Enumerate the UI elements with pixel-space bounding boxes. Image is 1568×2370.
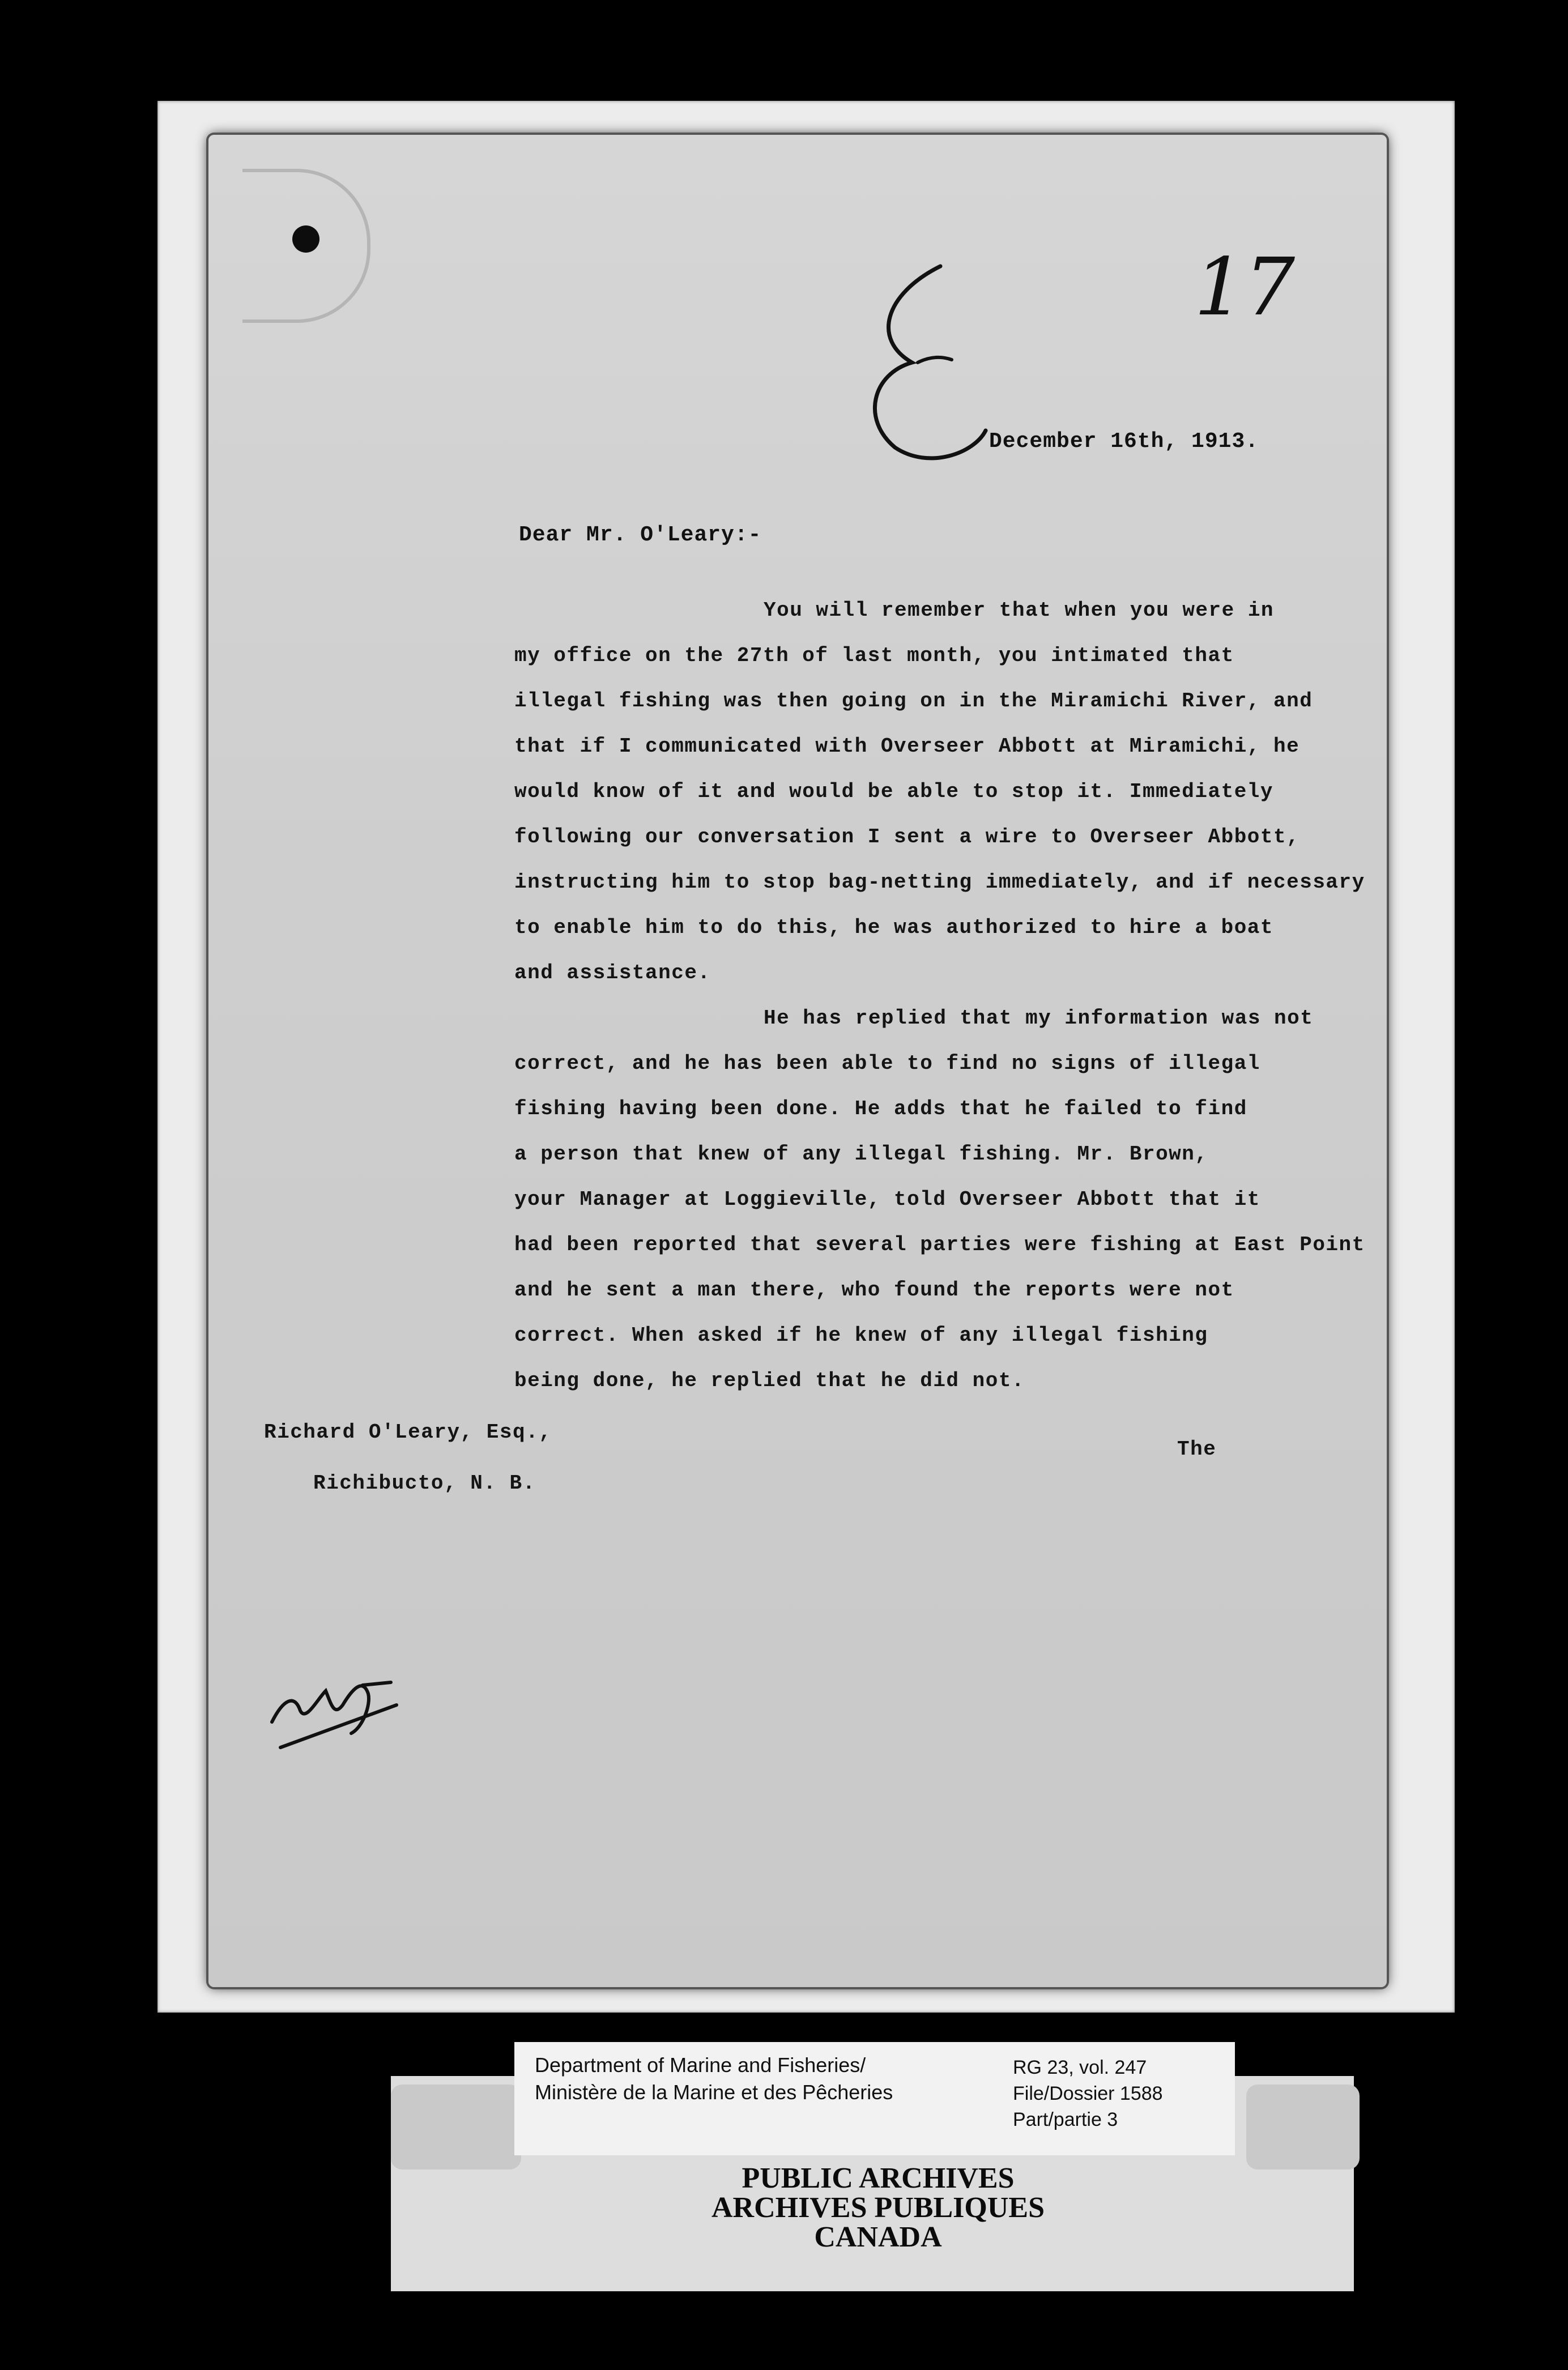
label-clip-left [391, 2085, 521, 2169]
addressee-location: Richibucto, N. B. [313, 1472, 536, 1495]
body-line: instructing him to stop bag-netting immediately, and if necessary [514, 871, 1365, 894]
label-clip-right [1246, 2085, 1360, 2169]
record-group: RG 23, vol. 247 [1013, 2057, 1147, 2078]
addressee-name: Richard O'Leary, Esq., [264, 1421, 552, 1444]
body-line: following our conversation I sent a wire to Overseer Abbott, [514, 825, 1300, 849]
handwritten-brace-mark [875, 266, 986, 458]
body-line: that if I communicated with Overseer Abbott at Miramichi, he [514, 735, 1300, 758]
archive-title-en: PUBLIC ARCHIVES [742, 2162, 1015, 2194]
body-line: He has replied that my information was not [764, 1007, 1314, 1030]
department-en: Department of Marine and Fisheries/ [535, 2053, 866, 2077]
body-line: and he sent a man there, who found the reports were not [514, 1278, 1234, 1302]
salutation: Dear Mr. O'Leary:- [519, 523, 762, 547]
body-line: would know of it and would be able to stop it. Immediately [514, 780, 1274, 803]
body-line: my office on the 27th of last month, you intimated that [514, 644, 1234, 667]
body-line: You will remember that when you were in [764, 599, 1275, 622]
letter-date: December 16th, 1913. [989, 429, 1259, 454]
body-line: a person that knew of any illegal fishing. Mr. Brown, [514, 1143, 1208, 1166]
handwritten-underline [280, 1705, 397, 1747]
body-line: being done, he replied that he did not. [514, 1369, 1025, 1392]
body-line: illegal fishing was then going on in the Miramichi River, and [514, 689, 1313, 713]
catchword: The [1177, 1438, 1217, 1461]
part-number: Part/partie 3 [1013, 2109, 1118, 2130]
department-fr: Ministère de la Marine et des Pêcheries [535, 2081, 893, 2104]
archive-country: CANADA [814, 2221, 942, 2253]
body-line: your Manager at Loggieville, told Overseer Abbott that it [514, 1188, 1260, 1211]
body-line: to enable him to do this, he was authorized to hire a boat [514, 916, 1274, 939]
file-number: File/Dossier 1588 [1013, 2083, 1163, 2104]
handwritten-brace-tail [918, 357, 952, 363]
body-line: correct, and he has been able to find no signs of illegal [514, 1052, 1260, 1075]
handwritten-initials [272, 1682, 391, 1733]
folio-number: 17 [1194, 241, 1296, 334]
archive-title-fr: ARCHIVES PUBLIQUES [711, 2192, 1045, 2224]
body-line: and assistance. [514, 961, 711, 984]
body-line: correct. When asked if he knew of any illegal fishing [514, 1324, 1208, 1347]
body-line: had been reported that several parties were fishing at East Point [514, 1233, 1365, 1256]
archive-label-card [514, 2042, 1235, 2155]
body-line: fishing having been done. He adds that he failed to find [514, 1097, 1247, 1120]
